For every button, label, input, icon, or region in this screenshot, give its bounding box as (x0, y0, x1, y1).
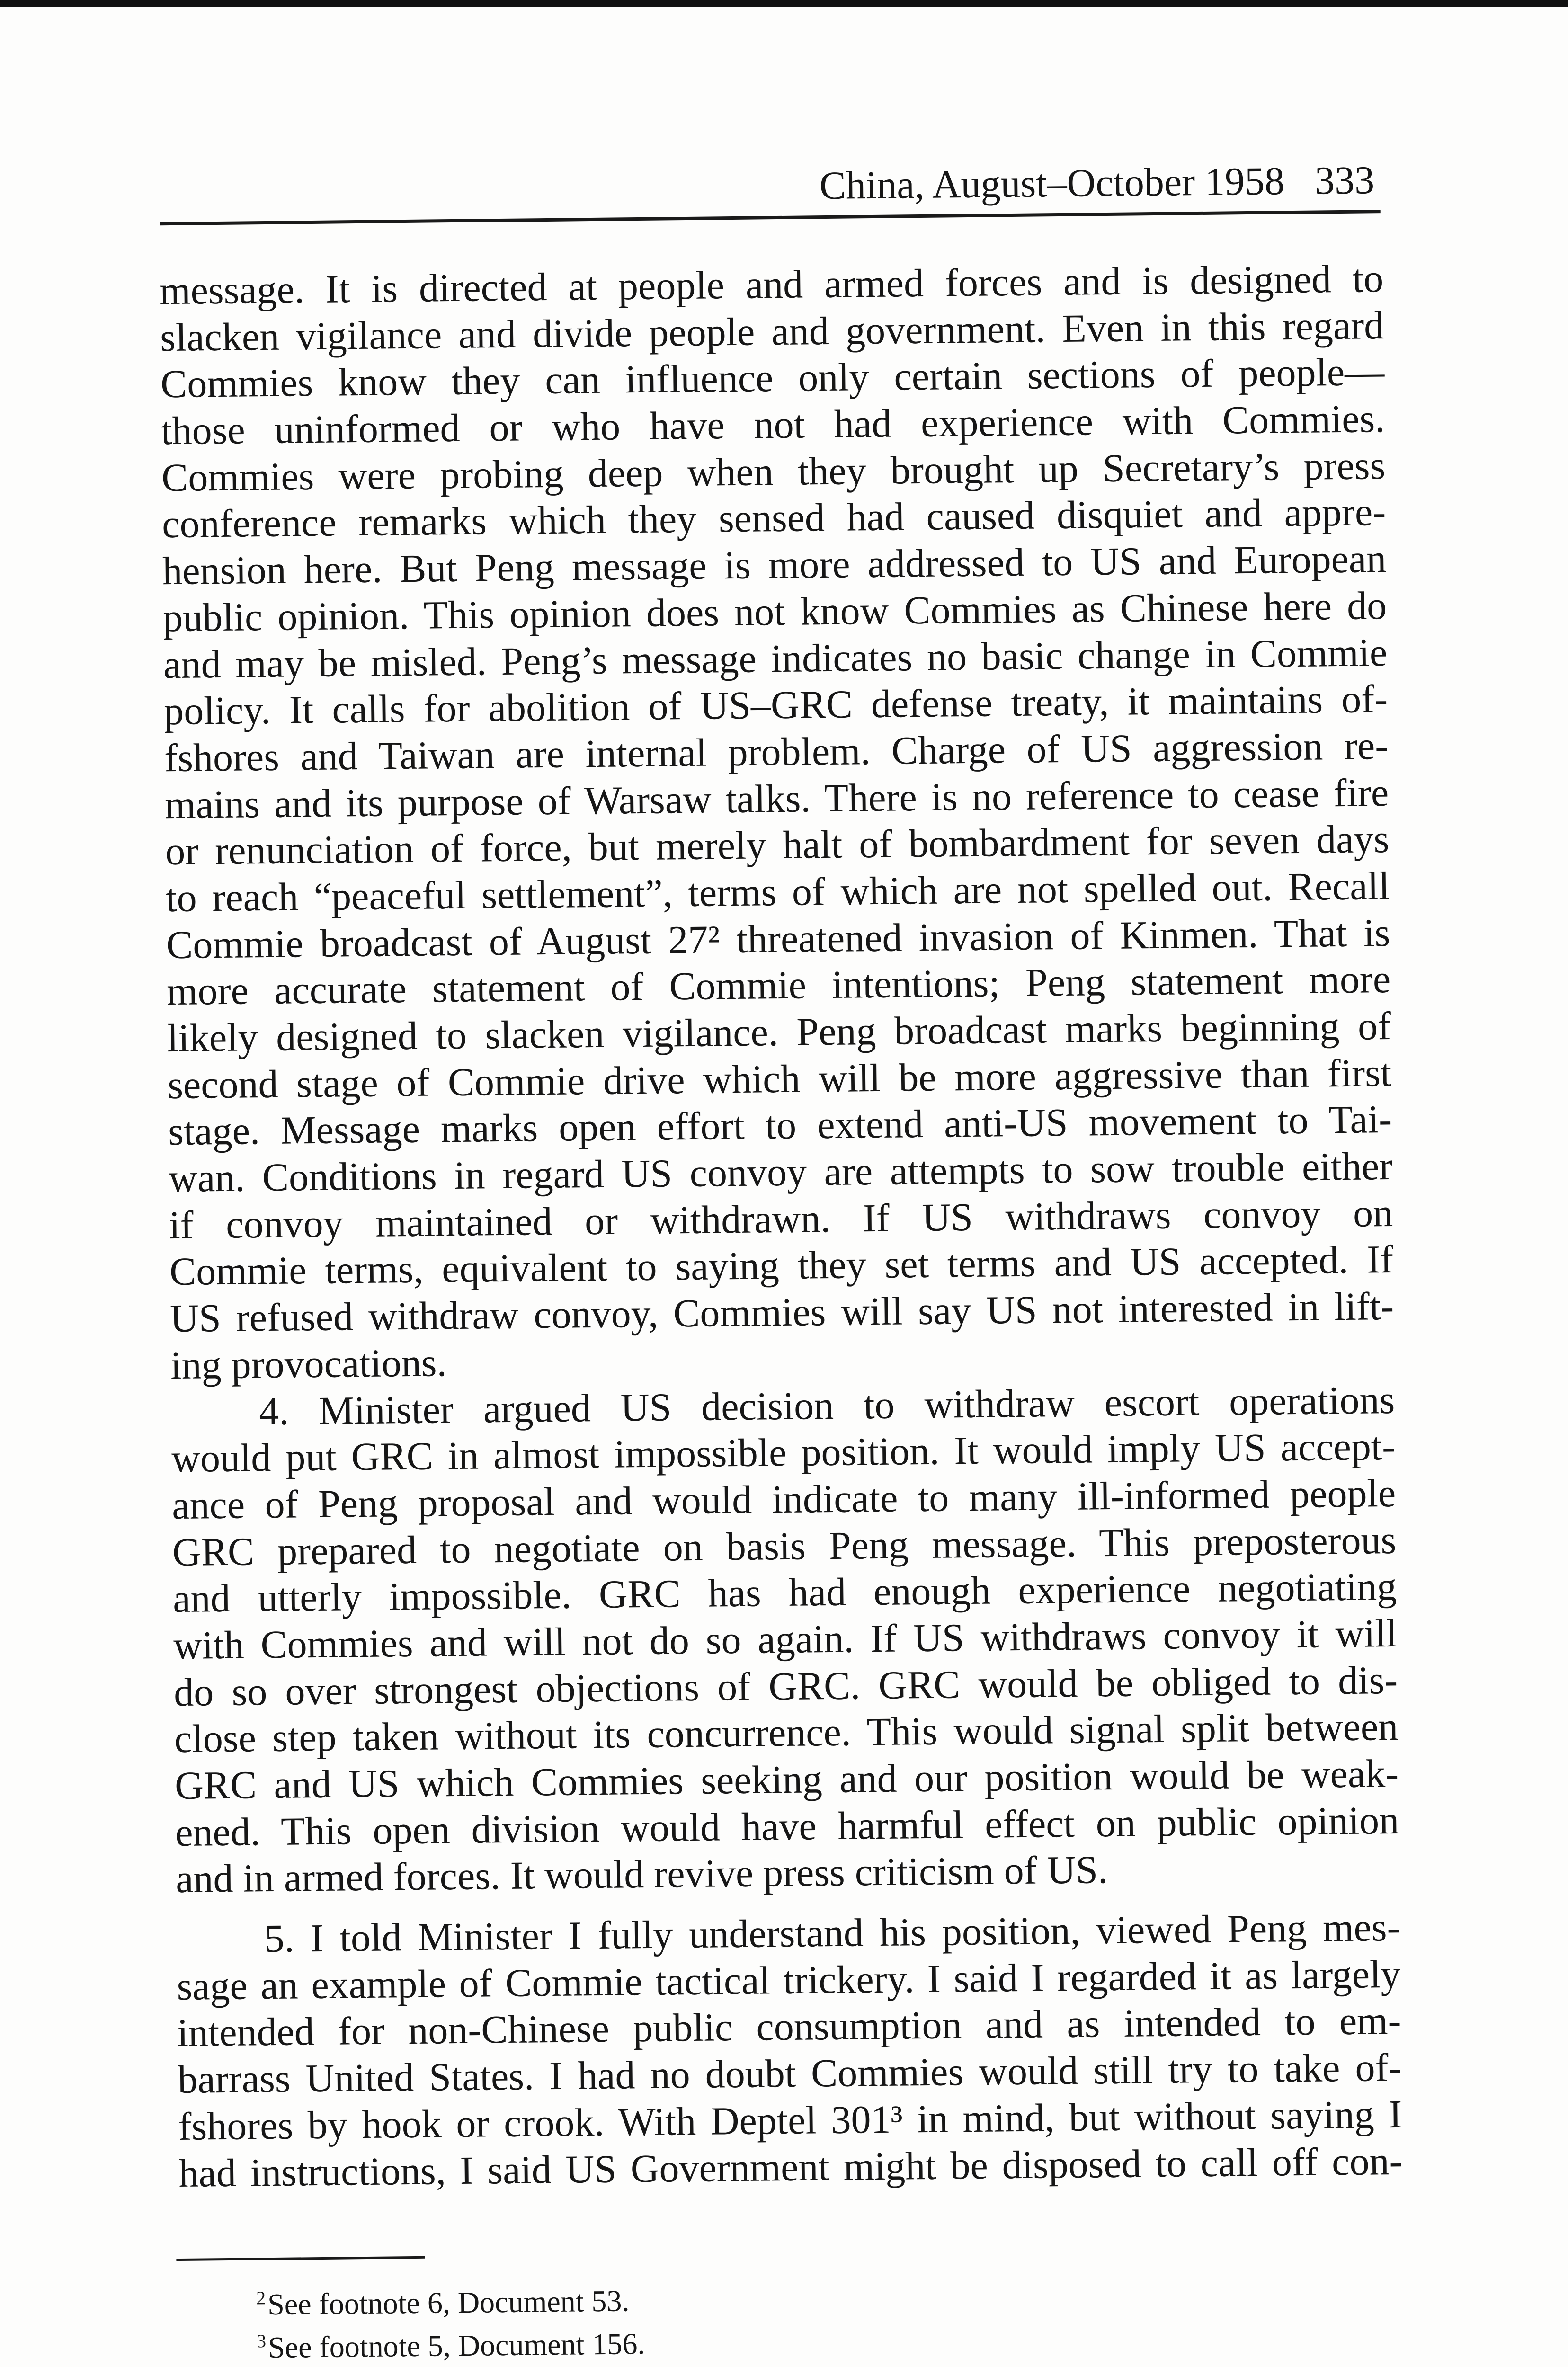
footnotes (256, 2279, 645, 2367)
text-line: message. It is directed at people and armed forces and is designed to (159, 257, 1384, 313)
footnote-text: See footnote 5, Document 156. (267, 2327, 645, 2365)
text-line: Commies know they can influence only certain sections of people— (160, 350, 1385, 407)
footnote-number: 2 (256, 2287, 266, 2309)
text-line: sage an example of Commie tactical trickery. I said I regarded it as largely (177, 1952, 1401, 2009)
running-head (819, 160, 1374, 206)
text-line: Commies were probing deep when they brought up Secretary’s press (161, 443, 1386, 500)
text-line: Commie broadcast of August 27² threatened invasion of Kinmen. That is (166, 910, 1390, 967)
text-line: conference remarks which they sensed had caused disquiet and appre- (161, 490, 1386, 547)
text-line: fshores and Taiwan are internal problem. Charge of US aggression re- (164, 723, 1389, 781)
text-line: and utterly impossible. GRC has had enough experience negotiating (172, 1565, 1397, 1621)
text-line: those uninformed or who have not had experience with Commies. (160, 397, 1385, 454)
text-line: intended for non-Chinese public consumption and as intended to em- (177, 1999, 1401, 2056)
header-rule (160, 210, 1381, 225)
text-line: and may be misled. Peng’s message indicates no basic change in Commie (163, 630, 1388, 687)
text-line: or renunciation of force, but merely halt of bombardment for seven days (165, 817, 1390, 874)
footnote-text: See footnote 6, Document 53. (267, 2284, 630, 2322)
footnote-rule (176, 2256, 425, 2261)
text-line: if convoy maintained or withdrawn. If US withdraws convoy on (169, 1191, 1393, 1247)
text-line: to reach “peaceful settlement”, terms of which are not spelled out. Recall (165, 863, 1390, 921)
text-line: likely designed to slacken vigilance. Peng broadcast marks beginning of (167, 1004, 1391, 1061)
text-line: US refused withdraw convoy, Commies will say US not interested in lift- (169, 1284, 1394, 1341)
text-line: had instructions, I said US Government might be disposed to call off con- (178, 2139, 1403, 2196)
text-line: policy. It calls for abolition of US–GRC defense treaty, it maintains of- (163, 677, 1388, 734)
text-line: 4. Minister argued US decision to withdraw escort operations (258, 1378, 1395, 1433)
text-line: ance of Peng proposal and would indicate to many ill-informed people (171, 1471, 1396, 1528)
body-text (160, 256, 1403, 2197)
text-line: and in armed forces. It would revive press criticism of US. (175, 1848, 1108, 1902)
text-line: mains and its purpose of Warsaw talks. There is no reference to cease fire (164, 770, 1389, 827)
running-title: China, August–October 1958 (819, 159, 1285, 208)
text-line: wan. Conditions in regard US convoy are attempts to sow trouble either (168, 1144, 1393, 1201)
text-line: 5. I told Minister I fully understand his position, viewed Peng mes- (264, 1905, 1400, 1961)
text-line: second stage of Commie drive which will be more aggressive than first (167, 1050, 1392, 1107)
page-number: 333 (1314, 158, 1375, 203)
text-line: fshores by hook or crook. With Deptel 301³ in mind, but without saying I (178, 2092, 1402, 2149)
text-line: ing provocations. (170, 1341, 447, 1388)
text-line: with Commies and will not do so again. If US withdraws convoy it will (173, 1611, 1398, 1668)
text-line: public opinion. This opinion does not know Commies as Chinese here do (162, 583, 1387, 641)
footnote (256, 2279, 645, 2326)
text-line: do so over strongest objections of GRC. GRC would be obliged to dis- (173, 1658, 1398, 1715)
text-line: GRC and US which Commies seeking and our position would be weak- (174, 1751, 1399, 1808)
text-line: more accurate statement of Commie intentions; Peng statement more (166, 957, 1391, 1014)
paragraph-4 (171, 1377, 1400, 1903)
text-line: GRC prepared to negotiate on basis Peng message. This preposterous (172, 1518, 1397, 1575)
text-line: would put GRC in almost impossible position. It would imply US accept- (171, 1424, 1396, 1481)
text-line: stage. Message marks open effort to extend anti-US movement to Tai- (168, 1097, 1392, 1154)
text-line: Commie terms, equivalent to saying they set terms and US accepted. If (169, 1237, 1394, 1294)
text-line: barrass United States. I had no doubt Commies would still try to take of- (178, 2046, 1402, 2102)
footnote-number: 3 (256, 2331, 267, 2352)
text-line: close step taken without its concurrence. This would signal split between (174, 1705, 1399, 1762)
text-line: ened. This open division would have harmful effect on public opinion (175, 1798, 1399, 1855)
paragraph-5 (176, 1904, 1403, 2197)
footnote (257, 2322, 645, 2367)
paragraph-continued (160, 256, 1395, 1389)
text-line: slacken vigilance and divide people and government. Even in this regard (160, 303, 1384, 360)
text-line: hension here. But Peng message is more addressed to US and European (162, 537, 1387, 594)
